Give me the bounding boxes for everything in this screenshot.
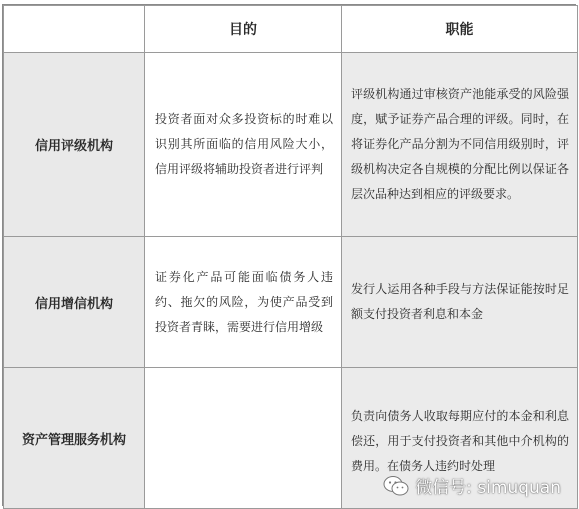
purpose-cell: 投资者面对众多投资标的时难以识别其所面临的信用风险大小，信用评级将辅助投资者进行评判 (145, 53, 342, 237)
watermark (383, 473, 561, 498)
watermark-text: 微信号: simuquan (415, 478, 561, 498)
purpose-cell: 证券化产品可能面临债务人违约、拖欠的风险，为使产品受到投资者青睐，需要进行信用增级 (145, 237, 342, 368)
row-label: 信用评级机构 (4, 53, 145, 237)
intermediary-table (3, 5, 578, 509)
header-purpose: 目的 (145, 6, 342, 53)
function-cell-text: 负责向债务人收取每期应付的本金和利息偿还，用于支付投资者和其他中介机构的费用。在债务人违约时处理 (351, 408, 569, 473)
table-header-row (4, 6, 578, 53)
function-cell: 发行人运用各种手段与方法保证能按时足额支付投资者利息和本金 (342, 237, 578, 368)
row-label: 信用增信机构 (4, 237, 145, 368)
table-row (4, 53, 578, 237)
table-row (4, 237, 578, 368)
purpose-cell (145, 368, 342, 509)
row-label: 资产管理服务机构 (4, 368, 145, 509)
header-corner-cell (4, 6, 145, 53)
header-function: 职能 (342, 6, 578, 53)
wechat-icon (383, 475, 409, 497)
function-cell: 评级机构通过审核资产池能承受的风险强度，赋予证券产品合理的评级。同时，在将证券化产品分割为不同信用级别时，评级机构决定各自规模的分配比例以保证各层次品种达到相应的评级要求。 (342, 53, 578, 237)
info-table-sheet (2, 4, 576, 506)
